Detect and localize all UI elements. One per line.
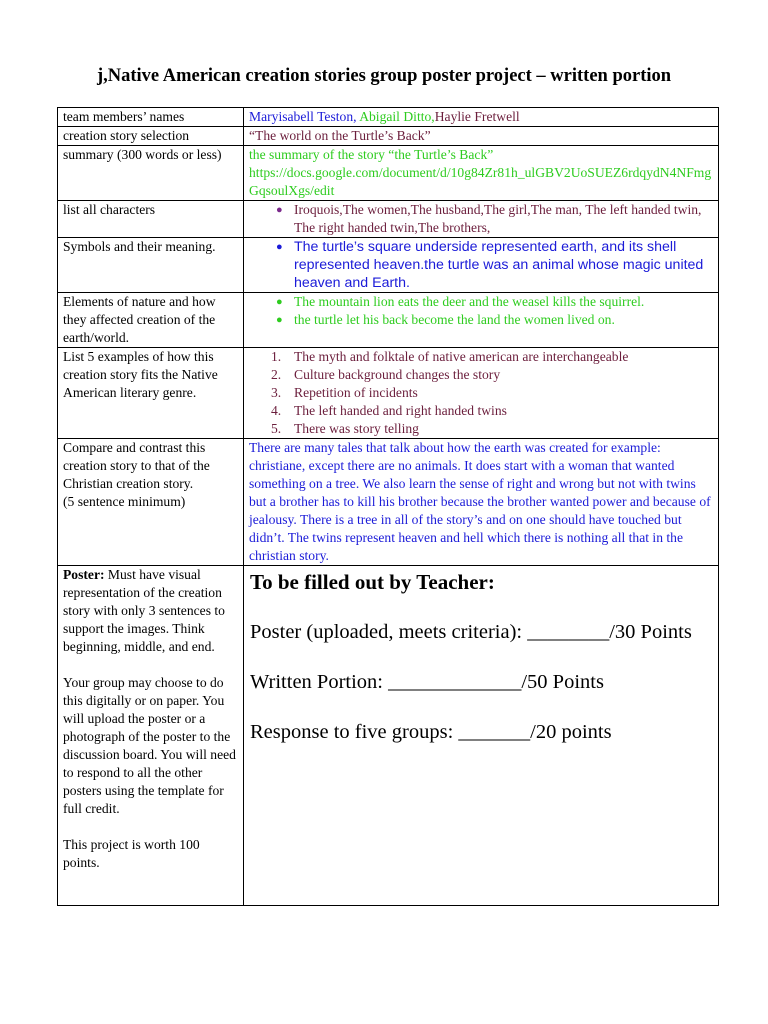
member-2: Abigail Ditto,: [359, 109, 435, 124]
team-label: team members’ names: [58, 108, 244, 127]
row-elements: [58, 293, 719, 348]
teacher-section: [244, 566, 719, 906]
symbol-text: The turtle’s square underside represented earth, and its shell represented heaven.the turtle was an animal whose magic united heaven and Earth.: [294, 239, 704, 291]
poster-para-1: [63, 566, 239, 656]
examples-label: List 5 examples of how this creation story fits the Native American literary genre.: [58, 348, 244, 439]
member-3: Haylie Fretwell: [434, 109, 520, 124]
row-team-members: [58, 108, 719, 127]
compare-label: [58, 439, 244, 566]
element-text: the turtle let his back become the land the women lived on.: [294, 312, 615, 327]
symbols-value: [244, 238, 719, 293]
teacher-heading: To be filled out by Teacher:: [250, 570, 495, 594]
list-item: 5. There was story telling: [271, 421, 419, 436]
bullet-icon: ●: [276, 296, 283, 308]
compare-label-text: Compare and contrast this creation story to that of the Christian creation story.: [63, 440, 210, 491]
row-story-selection: [58, 127, 719, 146]
list-item: 2. Culture background changes the story: [271, 367, 501, 382]
summary-label: summary (300 words or less): [58, 146, 244, 201]
example-text: Repetition of incidents: [294, 385, 418, 400]
summary-link[interactable]: https://docs.google.com/document/d/10g84Zr81h_ulGBV2UoSUEZ6rdqydN4NFmgGqsoulXgs/edit: [249, 165, 712, 198]
example-text: There was story telling: [294, 421, 419, 436]
list-item: [249, 238, 714, 292]
team-members-value: [244, 108, 719, 127]
row-summary: [58, 146, 719, 201]
poster-instructions: [58, 566, 244, 906]
examples-value: [244, 348, 719, 439]
row-symbols: [58, 238, 719, 293]
characters-label: list all characters: [58, 201, 244, 238]
document-title: j,Native American creation stories group poster project – written portion: [96, 66, 672, 86]
list-item: 1. The myth and folktale of native american are interchangeable: [271, 349, 629, 364]
example-text: The left handed and right handed twins: [294, 403, 507, 418]
elements-value: [244, 293, 719, 348]
compare-label-note: (5 sentence minimum): [63, 494, 186, 509]
characters-value: [244, 201, 719, 238]
score-written: Written Portion: _____________/50 Points: [250, 671, 604, 693]
poster-text: Must have visual representation of the creation story with only 3 sentences to support the images. Think beginning, middle, and end.: [63, 567, 225, 654]
compare-value: There are many tales that talk about how the earth was created for example: christiane, except there are no animals. It does start with a woman that wanted something on a tree. We also learn the sense of right and wrong but not with twins but a brother has to kill his brother because the brother wanted power and because of jealousy. There is a tree in all of the story’s and on one should have touched but didn’t. The twins represent heaven and hell which there is nothing all that in the christian story.: [244, 439, 719, 566]
list-item: [249, 293, 714, 311]
poster-para-3: This project is worth 100 points.: [63, 837, 200, 870]
symbols-label: Symbols and their meaning.: [58, 238, 244, 293]
list-item: 4. The left handed and right handed twins: [271, 403, 507, 418]
elements-label: Elements of nature and how they affected creation of the earth/world.: [58, 293, 244, 348]
bullet-icon: ●: [276, 241, 283, 253]
row-characters: [58, 201, 719, 238]
character-text: Iroquois,The women,The husband,The girl,The man, The left handed twin, The right handed twin,The brothers,: [294, 202, 702, 235]
bullet-icon: ●: [276, 314, 283, 326]
row-poster: [58, 566, 719, 906]
selection-value: “The world on the Turtle’s Back”: [244, 127, 719, 146]
poster-bold-label: Poster:: [63, 567, 105, 582]
example-text: Culture background changes the story: [294, 367, 501, 382]
list-item: 3. Repetition of incidents: [271, 385, 418, 400]
example-text: The myth and folktale of native american are interchangeable: [294, 349, 629, 364]
bullet-icon: ●: [276, 204, 283, 216]
element-text: The mountain lion eats the deer and the weasel kills the squirrel.: [294, 294, 645, 309]
score-response: Response to five groups: _______/20 points: [250, 721, 612, 743]
list-item: [249, 311, 714, 329]
member-1: Maryisabell Teston,: [249, 109, 357, 124]
row-examples: [58, 348, 719, 439]
summary-value: [244, 146, 719, 201]
selection-label: creation story selection: [58, 127, 244, 146]
summary-text: the summary of the story “the Turtle’s Back”: [249, 147, 494, 162]
row-compare-contrast: [58, 439, 719, 566]
project-form-table: [57, 107, 719, 906]
poster-para-2: Your group may choose to do this digitally or on paper. You will upload the poster or a photograph of the poster to the discussion board. You will need to respond to all the other posters using the template for full credit.: [63, 675, 236, 816]
list-item: [249, 201, 714, 237]
score-poster: Poster (uploaded, meets criteria): ________/30 Points: [250, 621, 692, 643]
